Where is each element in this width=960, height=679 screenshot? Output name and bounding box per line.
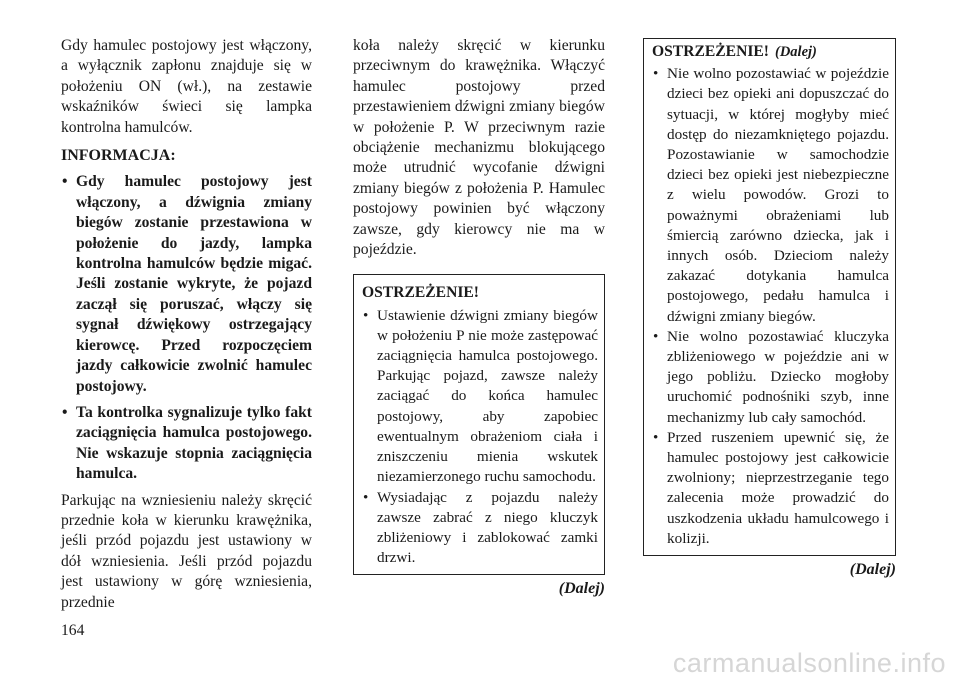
info-item: • Ta kontrolka sygnalizuje tylko fakt zaciągnięcia hamulca postojowego. Nie wskazuje stopnia zaciągnięcia hamulca. — [61, 403, 312, 485]
warning-box — [353, 274, 605, 575]
warning-list — [652, 64, 889, 549]
page-number: 164 — [61, 622, 85, 639]
warning-box-continued — [643, 38, 896, 556]
warning-title-text: OSTRZEŻENIE! — [652, 43, 769, 60]
warning-item: • Przed ruszeniem upewnić się, że hamulec postojowy jest całkowicie zwolniony; nieprzestrzeganie tego zalecenia może prowadzić do uszkodzenia układu hamulcowego i kolizji. — [652, 428, 889, 549]
continued-label: (Dalej) — [558, 580, 605, 598]
warning-title: OSTRZEŻENIE! — [362, 284, 479, 302]
warning-item: • Nie wolno pozostawiać w pojeździe dzieci bez opieki ani dopuszczać do sytuacji, w której mogłyby mieć dostęp do niezamkniętego pojazdu. Pozostawianie w samochodzie dzieci bez opieki jest niebezpieczne z wielu powodów. Grozi to poważnymi obrażeniami lub śmiercią zarówno dziecka, jak i innych osób. Dzieciom należy zakazać dotykania hamulca postojowego, pedału hamulca i dźwigni zmiany biegów. — [652, 64, 889, 327]
warning-title-suffix: (Dalej) — [775, 44, 817, 60]
info-heading: INFORMACJA: — [61, 147, 176, 165]
warning-item: • Nie wolno pozostawiać kluczyka zbliżeniowego w pojeździe ani w jego pobliżu. Dziecko mogłoby uruchomić podnośniki szyb, inne mechanizmy lub cały samochód. — [652, 327, 889, 428]
info-item: • Gdy hamulec postojowy jest włączony, a dźwignia zmiany biegów zostanie przestawiona w położenie do jazdy, lampka kontrolna hamulców będzie migać. Jeśli zostanie wykryte, że pojazd zaczął się poruszać, włączy się sygnał dźwiękowy ostrzegający kierowcę. Przed rozpoczęciem jazdy całkowicie zwolnić hamulec postojowy. — [61, 172, 312, 396]
warning-title — [652, 42, 889, 62]
parking-paragraph: Parkując na wzniesieniu należy skręcić przednie koła w kierunku krawężnika, jeśli przód pojazdu jest ustawiony w dół wzniesienia. Jeśli przód pojazdu jest ustawiony w górę wzniesienia, przednie — [61, 491, 312, 611]
column-left — [61, 36, 312, 613]
warning-list — [362, 306, 598, 569]
warning-item: • Ustawienie dźwigni zmiany biegów w położeniu P nie może zastępować zaciągnięcia hamulca postojowego. Parkując pojazd, zawsze należy zaciągać do końca hamulec postojowy, aby zapobiec ewentualnym obrażeniom ciała i zniszczeniu mienia wskutek niezamierzonego ruchu samochodu. — [362, 306, 598, 488]
info-list — [61, 172, 312, 484]
parking-paragraph-continued: koła należy skręcić w kierunku przeciwnym do krawężnika. Włączyć hamulec postojowy przed przestawieniem dźwigni zmiany biegów w położenie P. W przeciwnym razie obciążenie mechanizmu blokującego może utrudnić wycofanie dźwigni zmiany biegów z położenia P. Hamulec postojowy powinien być włączony zawsze, gdy kierowcy nie ma w pojeździe. — [353, 37, 605, 259]
intro-paragraph: Gdy hamulec postojowy jest włączony, a wyłącznik zapłonu znajduje się w położeniu ON (wł.), na zestawie wskaźników świeci się lampka kontrolna hamulców. — [61, 37, 312, 136]
warning-item: • Wysiadając z pojazdu należy zawsze zabrać z niego kluczyk zbliżeniowy i zablokować zamki drzwi. — [362, 488, 598, 569]
continued-label: (Dalej) — [849, 561, 896, 579]
column-middle — [353, 36, 605, 600]
watermark: carmanualsonline.info — [672, 648, 946, 678]
column-right — [643, 38, 896, 580]
